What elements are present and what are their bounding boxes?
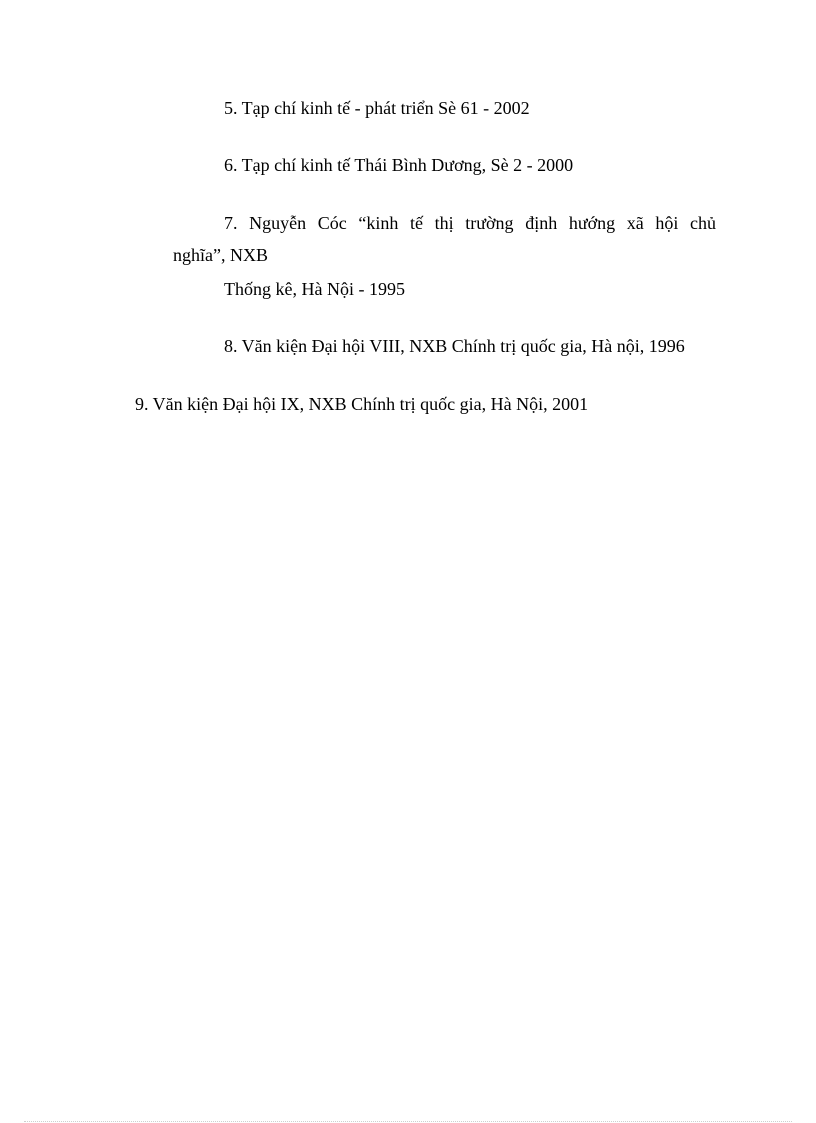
page-bottom-divider xyxy=(24,1121,792,1122)
reference-item-7-line-2: nghĩa”, NXB xyxy=(173,245,268,265)
reference-item-7-line-1: 7. Nguyễn Cóc “kinh tế thị trường định hướng xã hội chủ xyxy=(224,213,716,233)
reference-item-5: 5. Tạp chí kinh tế - phát triển Sè 61 - 2002 xyxy=(224,98,530,118)
reference-item-9: 9. Văn kiện Đại hội IX, NXB Chính trị quốc gia, Hà Nội, 2001 xyxy=(135,394,589,414)
reference-item-7-line-3: Thống kê, Hà Nội - 1995 xyxy=(224,279,405,299)
reference-item-6: 6. Tạp chí kinh tế Thái Bình Dương, Sè 2 - 2000 xyxy=(224,155,574,175)
reference-item-8: 8. Văn kiện Đại hội VIII, NXB Chính trị quốc gia, Hà nội, 1996 xyxy=(224,336,685,356)
